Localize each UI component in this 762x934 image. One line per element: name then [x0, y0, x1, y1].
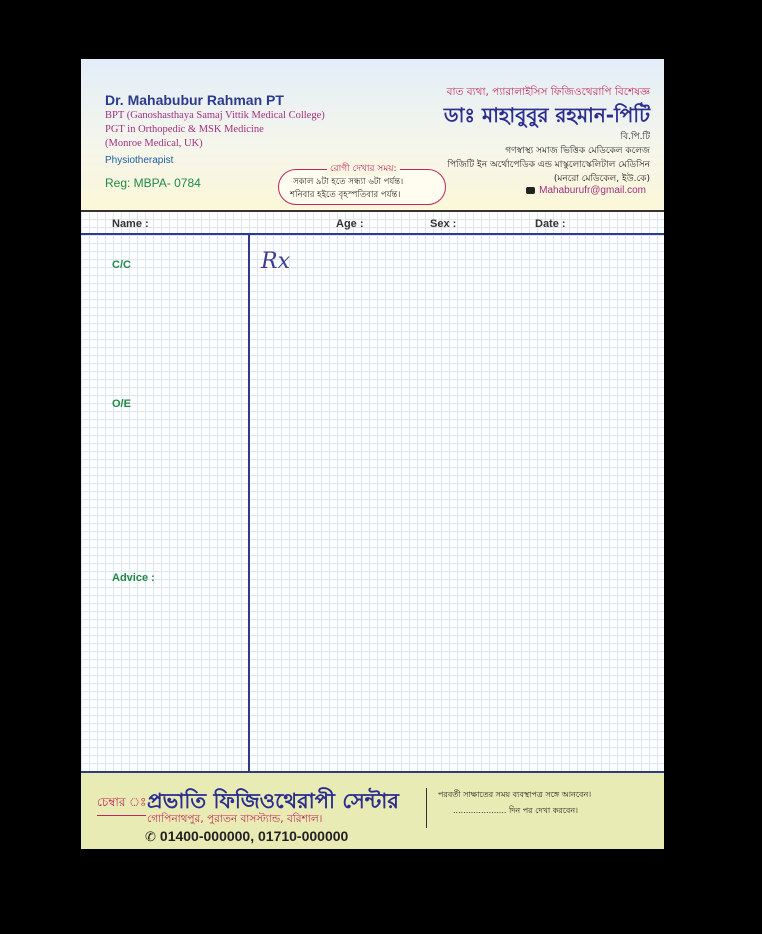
- doctor-name-en: Dr. Mahabubur Rahman PT: [105, 92, 284, 108]
- center-address: গোপিনাথপুর, পুরাতন বাসস্ট্যান্ড, বরিশাল।: [147, 813, 323, 825]
- age-field-label: Age :: [336, 218, 364, 230]
- letterhead: [81, 59, 664, 211]
- footer-top-rule: [81, 771, 664, 773]
- footer-note-follow-up: ..................... দিন পর দেখা করবেন।: [453, 806, 578, 815]
- rx-symbol: Rx: [261, 249, 290, 274]
- registration-number: Reg: MBPA- 0784: [105, 176, 201, 190]
- college-bn: গণস্বাস্থ্য সমাজ ভিত্তিক মেডিকেল কলেজ: [505, 146, 650, 156]
- institute-bn: (মনরো মেডিকেল, ইউ.কে): [553, 174, 650, 184]
- doctor-name-bn: ডাঃ মাহাবুবুর রহমান-পিটি: [443, 103, 650, 127]
- chief-complaint-label: C/C: [112, 259, 131, 271]
- footer: [81, 771, 664, 849]
- name-field-label: Name :: [112, 218, 149, 230]
- email-line: [526, 185, 646, 196]
- sex-field-label: Sex :: [430, 218, 457, 230]
- visiting-hours-time: সকাল ৯টা হতে সন্ধ্যা ৬টা পর্যন্ত।: [293, 177, 404, 187]
- advice-label: Advice :: [112, 572, 155, 584]
- phone-icon: ✆: [145, 830, 156, 845]
- phone-line: [145, 828, 348, 845]
- pgt-bn: পিজিটি ইন অর্থোপেডিক এন্ড মাস্কুলোস্কেলিটাল মেডিসিন: [447, 160, 650, 170]
- date-field-label: Date :: [535, 218, 566, 230]
- qualification-pgt: PGT in Orthopedic & MSK Medicine: [105, 124, 264, 135]
- column-divider: [248, 234, 250, 771]
- phone-numbers: 01400-000000, 01710-000000: [159, 828, 349, 844]
- prescription-pad: [81, 59, 664, 849]
- email-icon: [526, 187, 535, 194]
- qualification-institute: (Monroe Medical, UK): [105, 138, 203, 149]
- doctor-specialty-bn: বাত ব্যথা, প্যারালাইসিস ফিজিওথেরাপি বিশেষজ্ঞ: [446, 86, 650, 98]
- on-examination-label: O/E: [112, 398, 131, 410]
- email-address: Mahaburufr@gmail.com: [539, 185, 646, 196]
- patient-info-divider: [81, 233, 664, 235]
- qualification-bpt: BPT (Ganoshasthaya Samaj Vittik Medical College): [105, 110, 325, 121]
- header-divider: [81, 210, 664, 212]
- footer-note-bring-prescription: পরবর্তী সাক্ষাতের সময় ব্যবস্থাপত্র সঙ্গে আনবেন।: [438, 790, 592, 799]
- doctor-title: Physiotherapist: [105, 155, 174, 166]
- degree-bn: বি.পি.টি: [620, 132, 650, 142]
- visiting-hours-days: শনিবার হইতে বৃহস্পতিবার পর্যন্ত।: [290, 190, 401, 200]
- footer-divider: [426, 788, 427, 828]
- center-name: প্রভাতি ফিজিওথেরাপী সেন্টার: [147, 789, 399, 813]
- visiting-hours-title: রোগী দেখার সময়:: [327, 161, 400, 176]
- chamber-label: চেম্বার ঃ: [97, 794, 146, 816]
